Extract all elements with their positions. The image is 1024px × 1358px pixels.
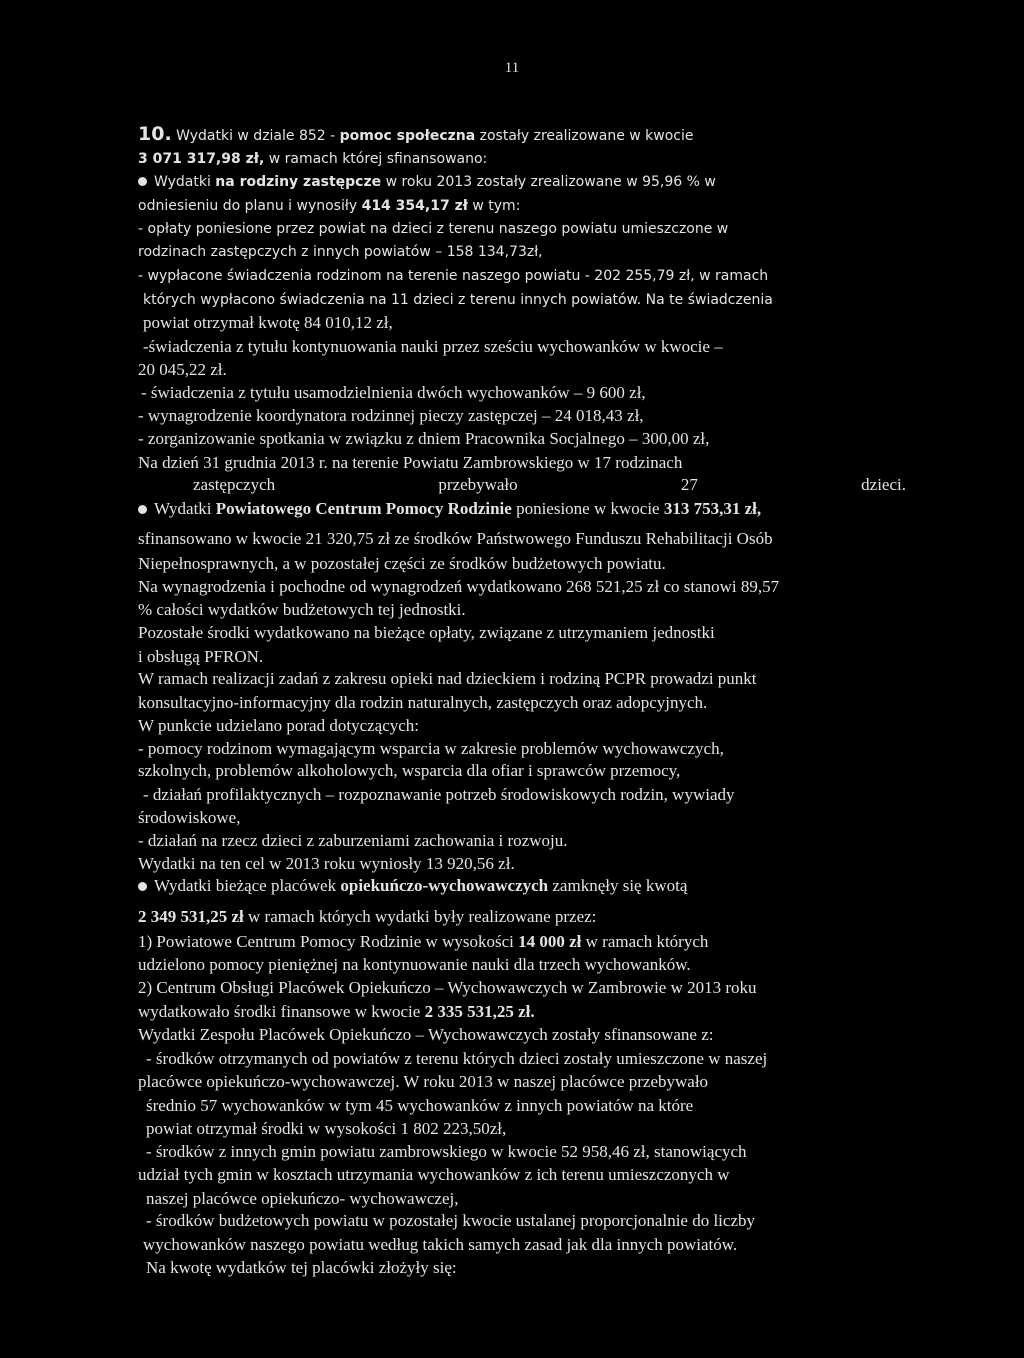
text-line — [138, 195, 520, 217]
text-run: - zorganizowanie spotkania w związku z dniem Pracownika Socjalnego – 300,00 zł, — [138, 429, 710, 448]
text-run: W ramach realizacji zadań z zakresu opieki nad dzieckiem i rodziną PCPR prowadzi punkt — [138, 669, 757, 688]
bold-text: 2 349 531,25 zł — [138, 907, 244, 926]
text-line — [138, 599, 466, 621]
text-run: Wydatki Zespołu Placówek Opiekuńczo – Wychowawczych zostały sfinansowane z: — [138, 1025, 714, 1044]
text-line — [143, 289, 773, 311]
text-line — [138, 807, 240, 829]
text-run: -świadczenia z tytułu kontynuowania nauki przez sześciu wychowanków w kwocie – — [143, 337, 723, 356]
bold-text: 14 000 zł — [518, 932, 582, 951]
bullet-icon — [138, 882, 147, 891]
text-run: - pomocy rodzinom wymagającym wsparcia w zakresie problemów wychowawczych, — [138, 739, 724, 758]
text-line — [138, 1071, 708, 1093]
text-run: placówce opiekuńczo-wychowawczej. W roku 2013 w naszej placówce przebywało — [138, 1072, 709, 1091]
text-run: średnio 57 wychowanków w tym 45 wychowanków z innych powiatów na które — [146, 1096, 694, 1115]
text-line — [138, 148, 487, 170]
text-line — [143, 1234, 737, 1256]
text-line — [138, 931, 708, 953]
text-run: zamknęły się kwotą — [548, 876, 688, 895]
text-run: szkolnych, problemów alkoholowych, wsparcia dla ofiar i sprawców przemocy, — [138, 761, 681, 780]
text-run: - środków budżetowych powiatu w pozostałej kwocie ustalanej proporcjonalnie do liczby — [146, 1211, 755, 1230]
text-line — [138, 954, 691, 976]
text-line — [138, 1164, 730, 1186]
text-run: Wydatki w dziale 852 - — [171, 128, 340, 144]
text-line — [138, 498, 761, 520]
text-run: 20 045,22 zł. — [138, 360, 227, 379]
text-run: powiat otrzymał środki w wysokości 1 802 223,50zł, — [146, 1119, 507, 1138]
text-line — [143, 312, 393, 334]
text-run: i obsługą PFRON. — [138, 647, 264, 666]
text-run: rodzinach zastępczych z innych powiatów – 158 134,73zł, — [138, 244, 543, 260]
text-run: udział tych gmin w kosztach utrzymania wychowanków z ich terenu umieszczonych w — [138, 1165, 730, 1184]
text-run: Niepełnosprawnych, a w pozostałej części ze środków budżetowych powiatu. — [138, 554, 666, 573]
text-line — [138, 528, 773, 550]
text-run: 2) Centrum Obsługi Placówek Opiekuńczo – Wychowawczych w Zambrowie w 2013 roku — [138, 978, 757, 997]
text-run: powiat otrzymał kwotę 84 010,12 zł, — [143, 313, 393, 332]
text-run: Wydatki — [154, 174, 216, 190]
text-line — [138, 265, 768, 287]
text-run: Wydatki bieżące placówek — [154, 876, 341, 895]
text-line — [138, 405, 644, 427]
text-line — [138, 576, 779, 598]
bold-text: Powiatowego Centrum Pomocy Rodzinie — [215, 499, 512, 518]
text-line — [146, 1257, 457, 1279]
text-line — [138, 1001, 535, 1023]
text-run: środowiskowe, — [138, 808, 241, 827]
text-line — [138, 452, 682, 474]
text-line — [138, 977, 757, 999]
text-run: sfinansowano w kwocie 21 320,75 zł ze środków Państwowego Funduszu Rehabilitacji Osób — [138, 529, 773, 548]
text-line — [138, 760, 680, 782]
text-line — [146, 1188, 458, 1210]
text-run: w ramach której sfinansowano: — [264, 151, 488, 167]
text-run: Wydatki na ten cel w 2013 roku wyniosły 13 920,56 zł. — [138, 854, 515, 873]
text-run: wychowanków naszego powiatu według takich samych zasad jak dla innych powiatów. — [143, 1235, 738, 1254]
text-line — [138, 830, 567, 852]
text-line — [138, 646, 263, 668]
text-line — [138, 428, 709, 450]
text-line — [138, 906, 596, 928]
text-line — [138, 553, 666, 575]
text-line — [138, 241, 543, 263]
text-run: w ramach których — [581, 932, 709, 951]
page-number: 11 — [504, 60, 520, 76]
text-run: Na wynagrodzenia i pochodne od wynagrodzeń wydatkowano 268 521,25 zł co stanowi 89,57 — [138, 577, 780, 596]
text-line — [138, 853, 515, 875]
bold-text: 313 753,31 zł, — [663, 499, 762, 518]
text-line — [138, 692, 707, 714]
text-line — [138, 171, 716, 193]
text-run: udzielono pomocy pieniężnej na kontynuowanie nauki dla trzech wychowanków. — [138, 955, 691, 974]
bullet-icon — [138, 177, 147, 186]
text-run: % całości wydatków budżetowych tej jednostki. — [138, 600, 466, 619]
bullet-icon — [138, 505, 147, 514]
text-line — [141, 382, 646, 404]
text-line — [138, 1024, 713, 1046]
text-line — [146, 1141, 747, 1163]
text-run: w roku 2013 zostały zrealizowane w 95,96 % w — [381, 174, 716, 190]
text-run: Na dzień 31 grudnia 2013 r. na terenie Powiatu Zambrowskiego w 17 rodzinach — [138, 453, 683, 472]
text-run: zostały zrealizowane w kwocie — [475, 128, 694, 144]
text-line — [138, 738, 724, 760]
text-run: - świadczenia z tytułu usamodzielnienia dwóch wychowanków – 9 600 zł, — [141, 383, 646, 402]
text-line — [146, 1048, 767, 1070]
text-run: Wydatki — [154, 499, 216, 518]
bold-text: 10. — [138, 123, 172, 145]
text-run: - wypłacone świadczenia rodzinom na terenie naszego powiatu - 202 255,79 zł, w ramach — [138, 268, 769, 284]
text-run: - środków otrzymanych od powiatów z terenu których dzieci zostały umieszczone w naszej — [146, 1049, 768, 1068]
text-run: - działań na rzecz dzieci z zaburzeniami zachowania i rozwoju. — [138, 831, 568, 850]
text-run: - wynagrodzenie koordynatora rodzinnej pieczy zastępczej – 24 018,43 zł, — [138, 406, 644, 425]
text-run: w tym: — [467, 198, 521, 214]
bold-text: na rodziny zastępcze — [215, 174, 382, 190]
text-run: Pozostałe środki wydatkowano na bieżące opłaty, związane z utrzymaniem jednostki — [138, 623, 715, 642]
text-run: konsultacyjno-informacyjny dla rodzin naturalnych, zastępczych oraz adopcyjnych. — [138, 693, 708, 712]
text-line — [138, 123, 694, 147]
text-run: - środków z innych gmin powiatu zambrowskiego w kwocie 52 958,46 zł, stanowiących — [146, 1142, 747, 1161]
text-run: których wypłacono świadczenia na 11 dzieci z terenu innych powiatów. Na te świadczenia — [143, 292, 773, 308]
text-line — [146, 1118, 506, 1140]
text-run: odniesieniu do planu i wynosiły — [138, 198, 362, 214]
text-line — [138, 359, 227, 381]
text-line — [138, 715, 419, 737]
bold-text: 3 071 317,98 zł, — [138, 151, 265, 167]
text-line — [193, 474, 906, 496]
text-line — [138, 875, 687, 897]
text-run: w ramach których wydatki były realizowane przez: — [243, 907, 597, 926]
text-run: - działań profilaktycznych – rozpoznawanie potrzeb środowiskowych rodzin, wywiady — [143, 785, 735, 804]
text-run: 1) Powiatowe Centrum Pomocy Rodzinie w wysokości — [138, 932, 519, 951]
text-line — [138, 218, 728, 240]
bold-text: 2 335 531,25 zł. — [424, 1002, 535, 1021]
bold-text: pomoc społeczna — [339, 128, 476, 144]
bold-text: 414 354,17 zł — [361, 198, 468, 214]
text-line — [138, 668, 757, 690]
text-line — [143, 336, 723, 358]
text-line — [146, 1095, 693, 1117]
text-run: - opłaty poniesione przez powiat na dzieci z terenu naszego powiatu umieszczone w — [138, 221, 729, 237]
text-run: W punkcie udzielano porad dotyczących: — [138, 716, 420, 735]
text-run: zastępczych przebywało 27 dzieci. — [193, 475, 906, 494]
text-line — [138, 622, 715, 644]
text-line — [143, 784, 735, 806]
bold-text: opiekuńczo-wychowawczych — [340, 876, 549, 895]
text-run: Na kwotę wydatków tej placówki złożyły się: — [146, 1258, 457, 1277]
text-run: naszej placówce opiekuńczo- wychowawczej, — [146, 1189, 459, 1208]
text-run: wydatkowało środki finansowe w kwocie — [138, 1002, 425, 1021]
text-line — [146, 1210, 755, 1232]
text-run: poniesione w kwocie — [511, 499, 664, 518]
